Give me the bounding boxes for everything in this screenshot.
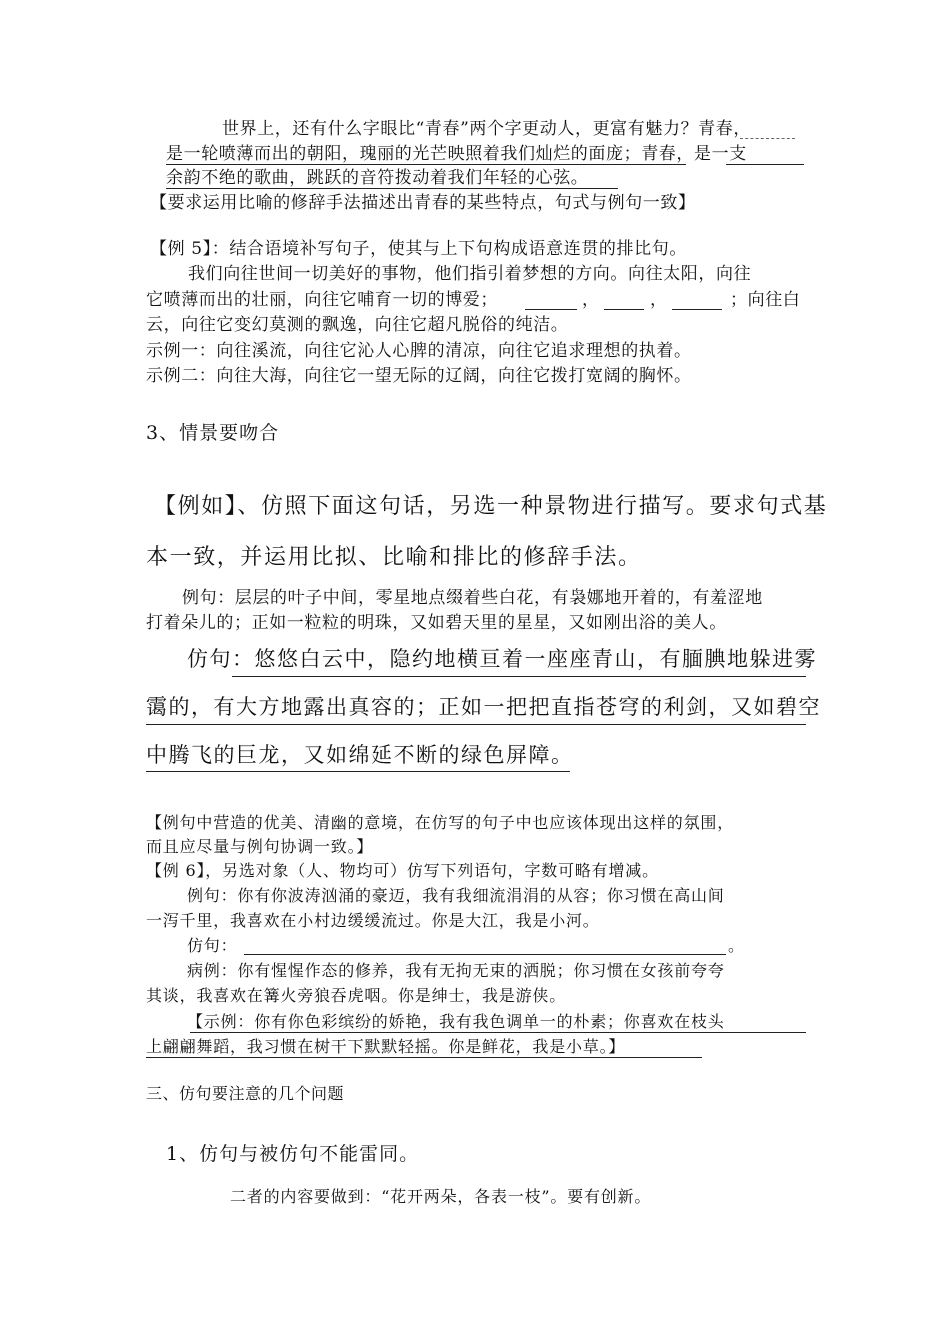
text-line-3: 余韵不绝的歌曲，跳跃的音符拨动着我们年轻的心弦。 xyxy=(166,168,589,188)
underline-3 xyxy=(726,164,804,165)
imitation-end: 。 xyxy=(728,936,745,955)
example-sentence-2: 打着朵儿的；正如一粒粒的明珠，又如碧天里的星星，又如刚出浴的美人。 xyxy=(146,613,727,633)
point-1-detail: 二者的内容要做到：“花开两朵，各表一枝”。要有创新。 xyxy=(230,1187,652,1206)
example6-sentence-1: 例句：你有你波涛汹涌的豪迈，我有我细流涓涓的从容；你习惯在高山间 xyxy=(187,886,725,905)
note-line-1: 【例句中营造的优美、清幽的意境，在仿写的句子中也应该体现出这样的氛围， xyxy=(146,813,735,832)
sick-example-1: 病例：你有惺惺作态的修养，我有无拘无束的洒脱；你习惯在女孩前夸夸 xyxy=(187,961,725,980)
blank-1 xyxy=(525,309,577,310)
blank-2 xyxy=(604,309,644,310)
example-sentence-1: 例句：层层的叶子中间，零星地点缀着些白花，有袅娜地开着的，有羞涩地 xyxy=(182,588,763,608)
example6-heading: 【例 6】，另选对象（人、物均可）仿写下列语句，字数可略有增减。 xyxy=(146,861,659,880)
requirement-note: 【要求运用比喻的修辞手法描述出青春的某些特点，句式与例句一致】 xyxy=(150,193,696,213)
text-line-7c: ， xyxy=(650,290,668,310)
sick-example-2: 其谈，我喜欢在篝火旁狼吞虎咽。你是绅士，我是游侠。 xyxy=(146,986,567,1005)
model-answer-1: 【示例：你有你色彩缤纷的娇艳，我有我色调单一的朴素；你喜欢在枝头 xyxy=(187,1012,725,1031)
imitation-line-2: 霭的，有大方地露出真容的；正如一把把直指苍穹的利剑，又如碧空 xyxy=(146,695,821,719)
imitation-blank xyxy=(244,954,726,955)
text-line-8: 云，向往它变幻莫测的飘逸，向往它超凡脱俗的纯洁。 xyxy=(146,315,569,335)
imitation-underline-1 xyxy=(232,676,806,677)
underline-1 xyxy=(740,138,795,139)
sample-1: 示例一：向往溪流，向往它沁人心脾的清凉，向往它追求理想的执着。 xyxy=(146,341,692,361)
text-line-7a: 它喷薄而出的壮丽，向往它哺育一切的博爱； xyxy=(146,290,498,310)
model-answer-2: 上翩翩舞蹈，我习惯在树干下默默轻摇。你是鲜花，我是小草。】 xyxy=(146,1037,626,1056)
text-line-2: 是一轮喷薄而出的朝阳，瑰丽的光芒映照着我们灿烂的面庞；青春，是一支 xyxy=(166,144,747,164)
text-line-1: 世界上，还有什么字眼比“青春”两个字更动人，更富有魅力？青春， xyxy=(222,119,751,139)
point-1-heading: 1、仿句与被仿句不能雷同。 xyxy=(166,1143,420,1165)
note-line-2: 而且应尽量与例句协调一致。】 xyxy=(146,837,374,856)
example-heading-cont: 本一致，并运用比拟、比喻和排比的修辞手法。 xyxy=(146,545,642,570)
imitation-line-3: 中腾飞的巨龙，又如绵延不断的绿色屏障。 xyxy=(146,743,574,767)
underline-2 xyxy=(166,164,686,165)
imitation-line-1: 仿句：悠悠白云中，隐约地横亘着一座座青山，有腼腆地躲进雾 xyxy=(187,647,817,671)
imitation-underline-3 xyxy=(146,771,570,772)
imitation-label: 仿句： xyxy=(187,936,238,955)
blank-3 xyxy=(672,309,722,310)
text-line-7d: ；向往白 xyxy=(730,290,801,310)
sample-2: 示例二：向往大海，向往它一望无际的辽阔，向往它拨打宽阔的胸怀。 xyxy=(146,366,692,386)
example-heading: 【例如】、仿照下面这句话，另选一种景物进行描写。要求句式基 xyxy=(154,494,828,519)
underline-4 xyxy=(166,188,618,189)
model-underline-1 xyxy=(190,1032,806,1033)
section-heading-3: 3、情景要吻合 xyxy=(146,422,280,444)
text-line-6: 我们向往世间一切美好的事物，他们指引着梦想的方向。向往太阳，向往 xyxy=(188,264,752,284)
model-underline-2 xyxy=(146,1057,702,1058)
example5-heading: 【例 5】：结合语境补写句子，使其与上下句构成语意连贯的排比句。 xyxy=(150,239,687,259)
text-line-7b: ， xyxy=(582,290,600,310)
imitation-underline-2 xyxy=(146,724,806,725)
example6-sentence-2: 一泻千里，我喜欢在小村边缓缓流过。你是大江，我是小河。 xyxy=(146,911,600,930)
section-heading-three: 三、仿句要注意的几个问题 xyxy=(146,1084,345,1103)
